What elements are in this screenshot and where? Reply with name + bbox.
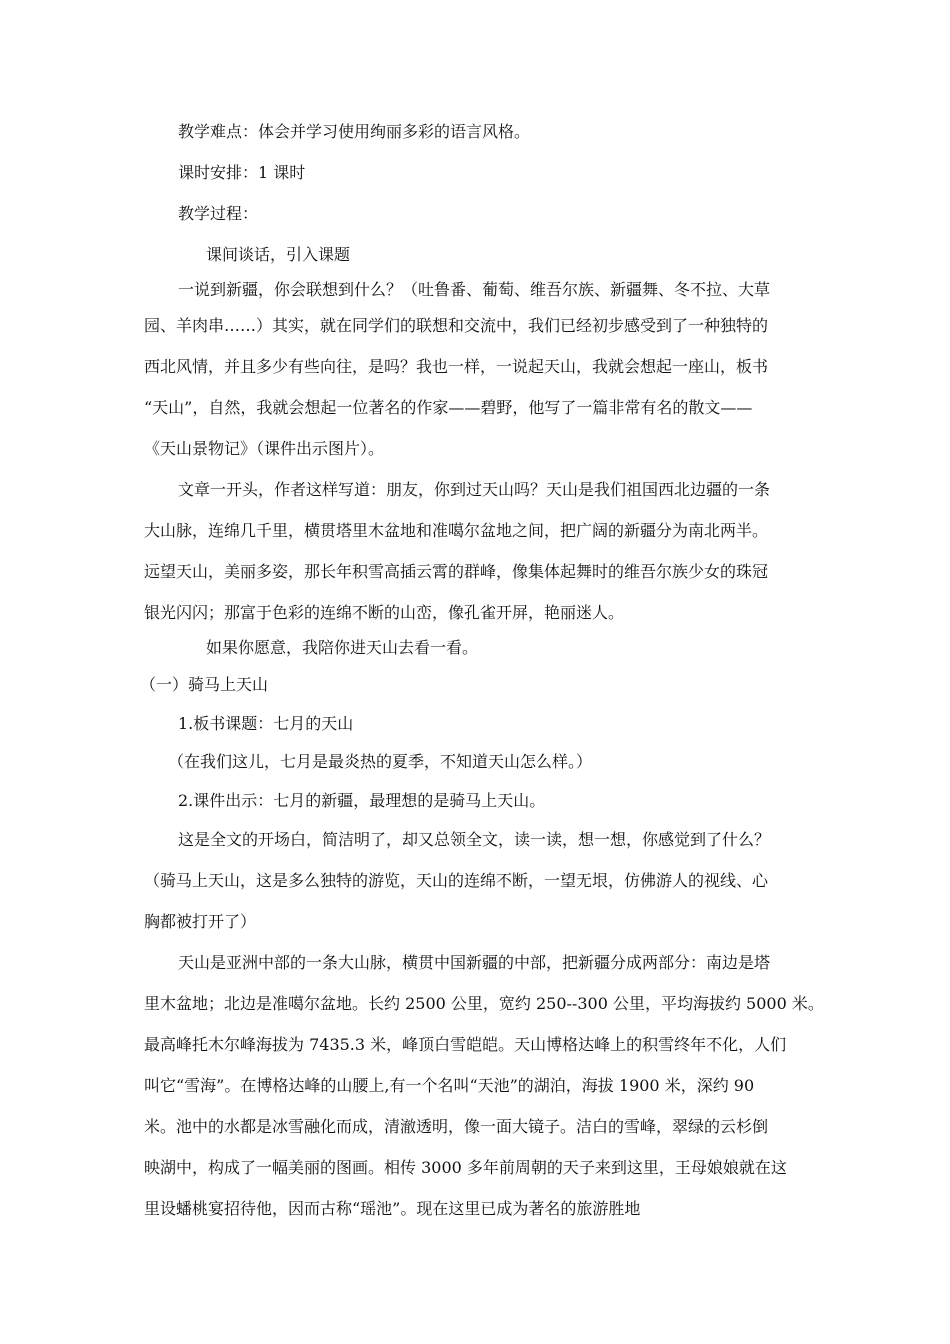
text-line: 大山脉，连绵几千里，横贯塔里木盆地和准噶尔盆地之间，把广阔的新疆分为南北两半。 — [144, 521, 769, 540]
text-line: 里设蟠桃宴招待他，因而古称“瑶池”。现在这里已成为著名的旅游胜地 — [144, 1199, 641, 1218]
text-line: 教学过程： — [178, 204, 259, 223]
text-line: 园、羊肉串……）其实，就在同学们的联想和交流中，我们已经初步感受到了一种独特的 — [144, 316, 769, 335]
text-line: 叫它“雪海”。在博格达峰的山腰上,有一个名叫“天池”的湖泊，海拔 1900 米，深约 90 — [144, 1076, 755, 1095]
text-line: 课间谈话，引入课题 — [206, 245, 351, 264]
text-line: 课时安排：1 课时 — [178, 163, 306, 182]
text-line: （在我们这儿，七月是最炎热的夏季，不知道天山怎么样。） — [168, 752, 593, 771]
section-heading: （一）骑马上天山 — [140, 675, 269, 694]
text-line: 《天山景物记》（课件出示图片）。 — [144, 439, 385, 458]
text-line: 这是全文的开场白，简洁明了，却又总领全文，读一读，想一想，你感觉到了什么？ — [178, 830, 771, 849]
text-line: 1.板书课题：七月的天山 — [178, 714, 354, 733]
text-line: （骑马上天山，这是多么独特的游览，天山的连绵不断，一望无垠，仿佛游人的视线、心 — [144, 871, 769, 890]
text-line: 如果你愿意，我陪你进天山去看一看。 — [206, 638, 479, 657]
text-line: 里木盆地；北边是准噶尔盆地。长约 2500 公里，宽约 250--300 公里，平均海拔约 5000 米。 — [144, 994, 824, 1013]
text-line: 最高峰托木尔峰海拔为 7435.3 米，峰顶白雪皑皑。天山博格达峰上的积雪终年不化，人们 — [144, 1035, 787, 1054]
text-line: 映湖中，构成了一幅美丽的图画。相传 3000 多年前周朝的天子来到这里，王母娘娘就在这 — [144, 1158, 787, 1177]
text-line: 胸都被打开了） — [144, 912, 257, 931]
text-line: 远望天山，美丽多姿，那长年积雪高插云霄的群峰，像集体起舞时的维吾尔族少女的珠冠 — [144, 562, 769, 581]
text-line: 西北风情，并且多少有些向往，是吗？我也一样，一说起天山，我就会想起一座山，板书 — [144, 357, 769, 376]
text-line: 教学难点：体会并学习使用绚丽多彩的语言风格。 — [178, 122, 531, 141]
text-line: 天山是亚洲中部的一条大山脉，横贯中国新疆的中部，把新疆分成两部分：南边是塔 — [178, 953, 771, 972]
text-line: 银光闪闪；那富于色彩的连绵不断的山峦，像孔雀开屏，艳丽迷人。 — [144, 603, 625, 622]
text-line: 一说到新疆，你会联想到什么？（吐鲁番、葡萄、维吾尔族、新疆舞、冬不拉、大草 — [178, 280, 771, 299]
text-line: “天山”，自然，我就会想起一位著名的作家——碧野，他写了一篇非常有名的散文—— — [144, 398, 753, 417]
text-line: 米。池中的水都是冰雪融化而成，清澈透明，像一面大镜子。洁白的雪峰，翠绿的云杉倒 — [144, 1117, 769, 1136]
text-line: 2.课件出示：七月的新疆，最理想的是骑马上天山。 — [178, 791, 546, 810]
text-line: 文章一开头，作者这样写道：朋友，你到过天山吗？天山是我们祖国西北边疆的一条 — [178, 480, 771, 499]
